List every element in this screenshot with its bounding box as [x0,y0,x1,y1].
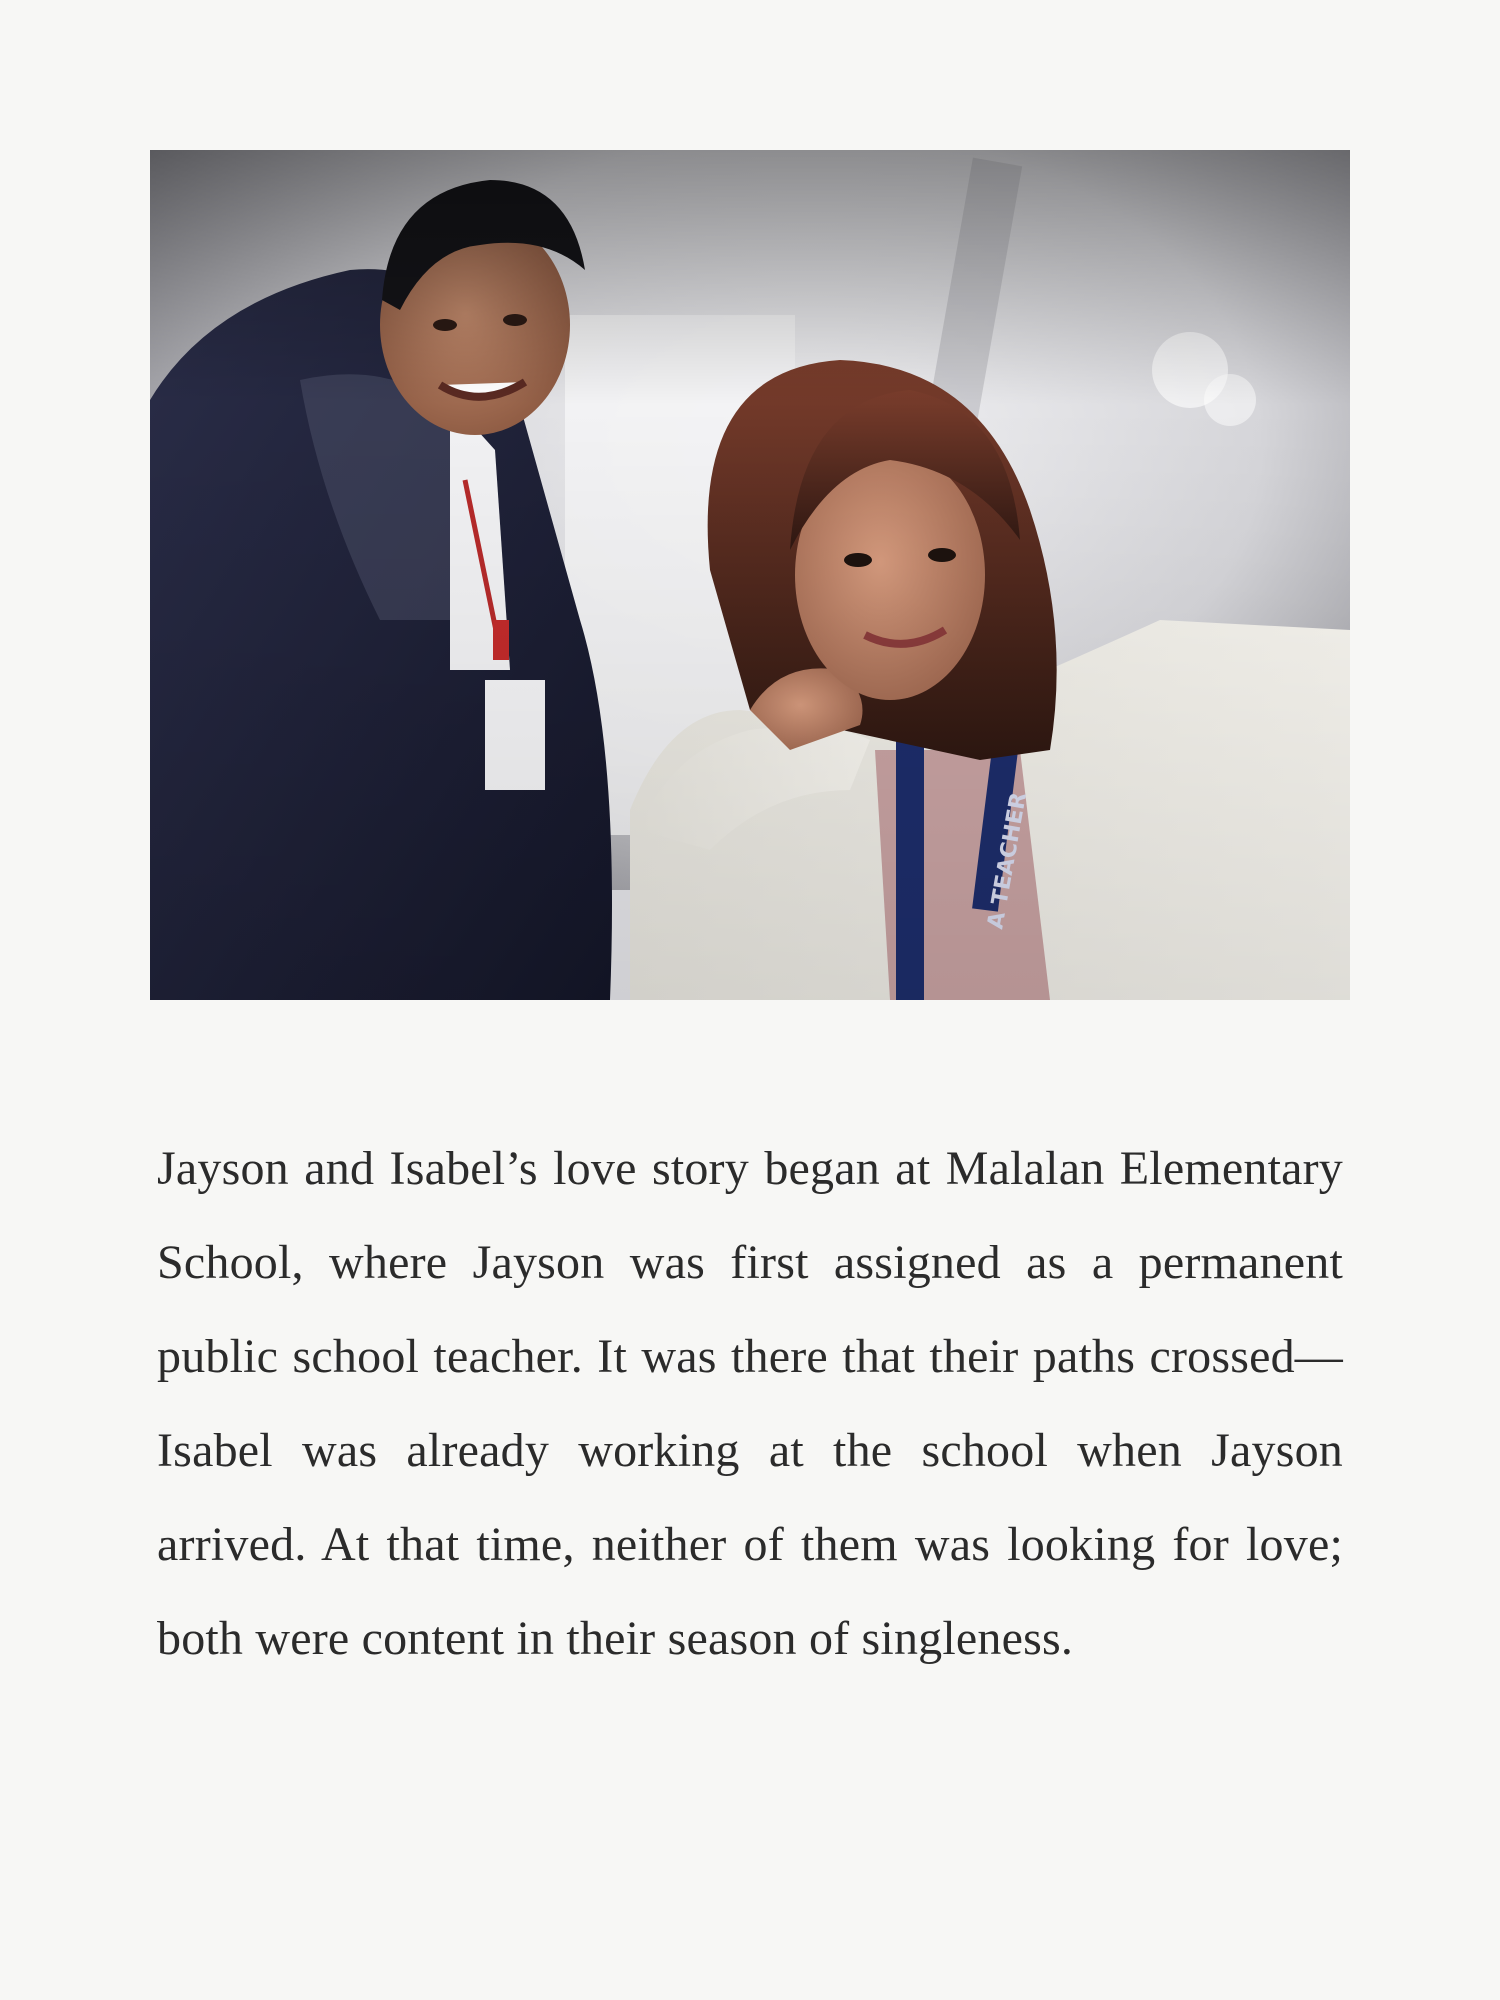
couple-photo-illustration [150,150,1350,1000]
couple-photo [150,150,1350,1000]
story-paragraph: Jayson and Isabel’s love story began at Malalan Elementary School, where Jayson was first assigned as a permanent public school teacher. It was there that their paths crossed—Isabel was already working at the school when Jayson arrived. At that time, neither of them was looking for love; both were content in their season of singleness. [157,1142,1343,1665]
